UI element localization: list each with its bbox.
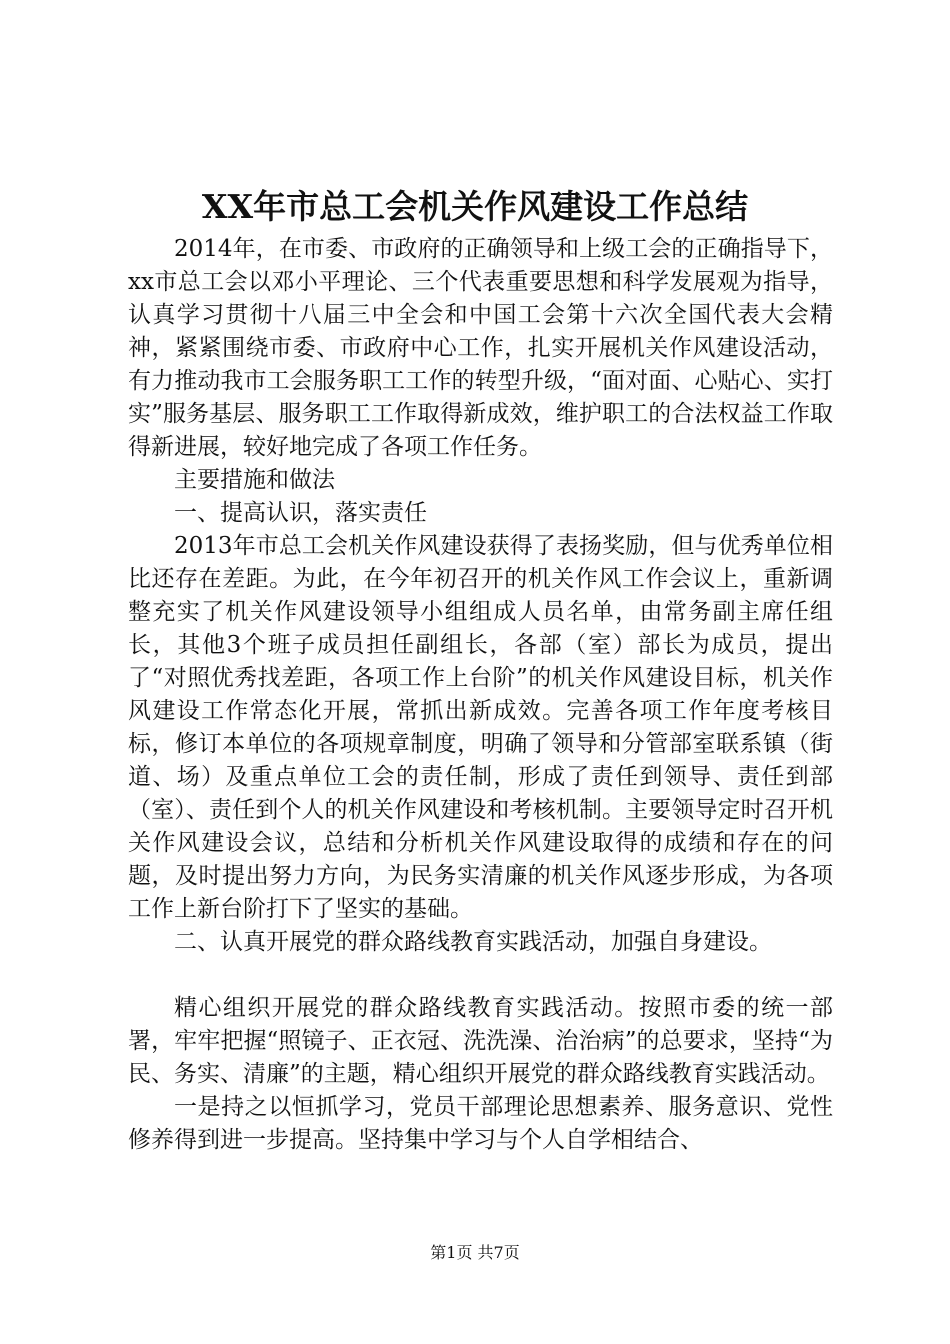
paragraph-section-1: 2013年市总工会机关作风建设获得了表扬奖励，但与优秀单位相比还存在差距。为此，在今年初召开的机关作风工作会议上，重新调整充实了机关作风建设领导小组组成人员名单，由常务副主席任组长，其他3个班子成员担任副组长，各部（室）部长为成员，提出了“对照优秀找差距，各项工作上台阶”的机关作风建设目标，机关作风建设工作常态化开展，常抓出新成效。完善各项工作年度考核目标，修订本单位的各项规章制度，明确了领导和分管部室联系镇（街道、场）及重点单位工会的责任制，形成了责任到领导、责任到部（室）、责任到个人的机关作风建设和考核机制。主要领导定时召开机关作风建设会议，总结和分析机关作风建设取得的成绩和存在的问题，及时提出努力方向，为民务实清廉的机关作风逐步形成，为各项工作上新台阶打下了坚实的基础。 [128, 533, 833, 922]
page-number-footer: 第1页 共7页 [430, 1243, 520, 1262]
document-body [128, 233, 833, 1157]
section-heading-1: 一、提高认识，落实责任 [174, 500, 427, 526]
paragraph-intro: 2014年，在市委、市政府的正确领导和上级工会的正确指导下，xx市总工会以邓小平理论、三个代表重要思想和科学发展观为指导，认真学习贯彻十八届三中全会和中国工会第十六次全国代表大会精神，紧紧围绕市委、市政府中心工作，扎实开展机关作风建设活动，有力推动我市工会服务职工工作的转型升级，“面对面、心贴心、实打实”服务基层、服务职工工作取得新成效，维护职工的合法权益工作取得新进展，较好地完成了各项工作任务。 [128, 236, 833, 460]
document-title: XX年市总工会机关作风建设工作总结 [201, 187, 749, 226]
paragraph-section-2: 精心组织开展党的群众路线教育实践活动。按照市委的统一部署，牢牢把握“照镜子、正衣冠、洗洗澡、治治病”的总要求，坚持“为民、务实、清廉”的主题，精心组织开展党的群众路线教育实践活动。 [128, 995, 833, 1087]
paragraph-section-2-point-1: 一是持之以恒抓学习，党员干部理论思想素养、服务意识、党性修养得到进一步提高。坚持集中学习与个人自学相结合、 [128, 1094, 833, 1153]
section-heading-main-measures: 主要措施和做法 [174, 467, 335, 493]
section-heading-2: 二、认真开展党的群众路线教育实践活动，加强自身建设。 [174, 929, 772, 955]
